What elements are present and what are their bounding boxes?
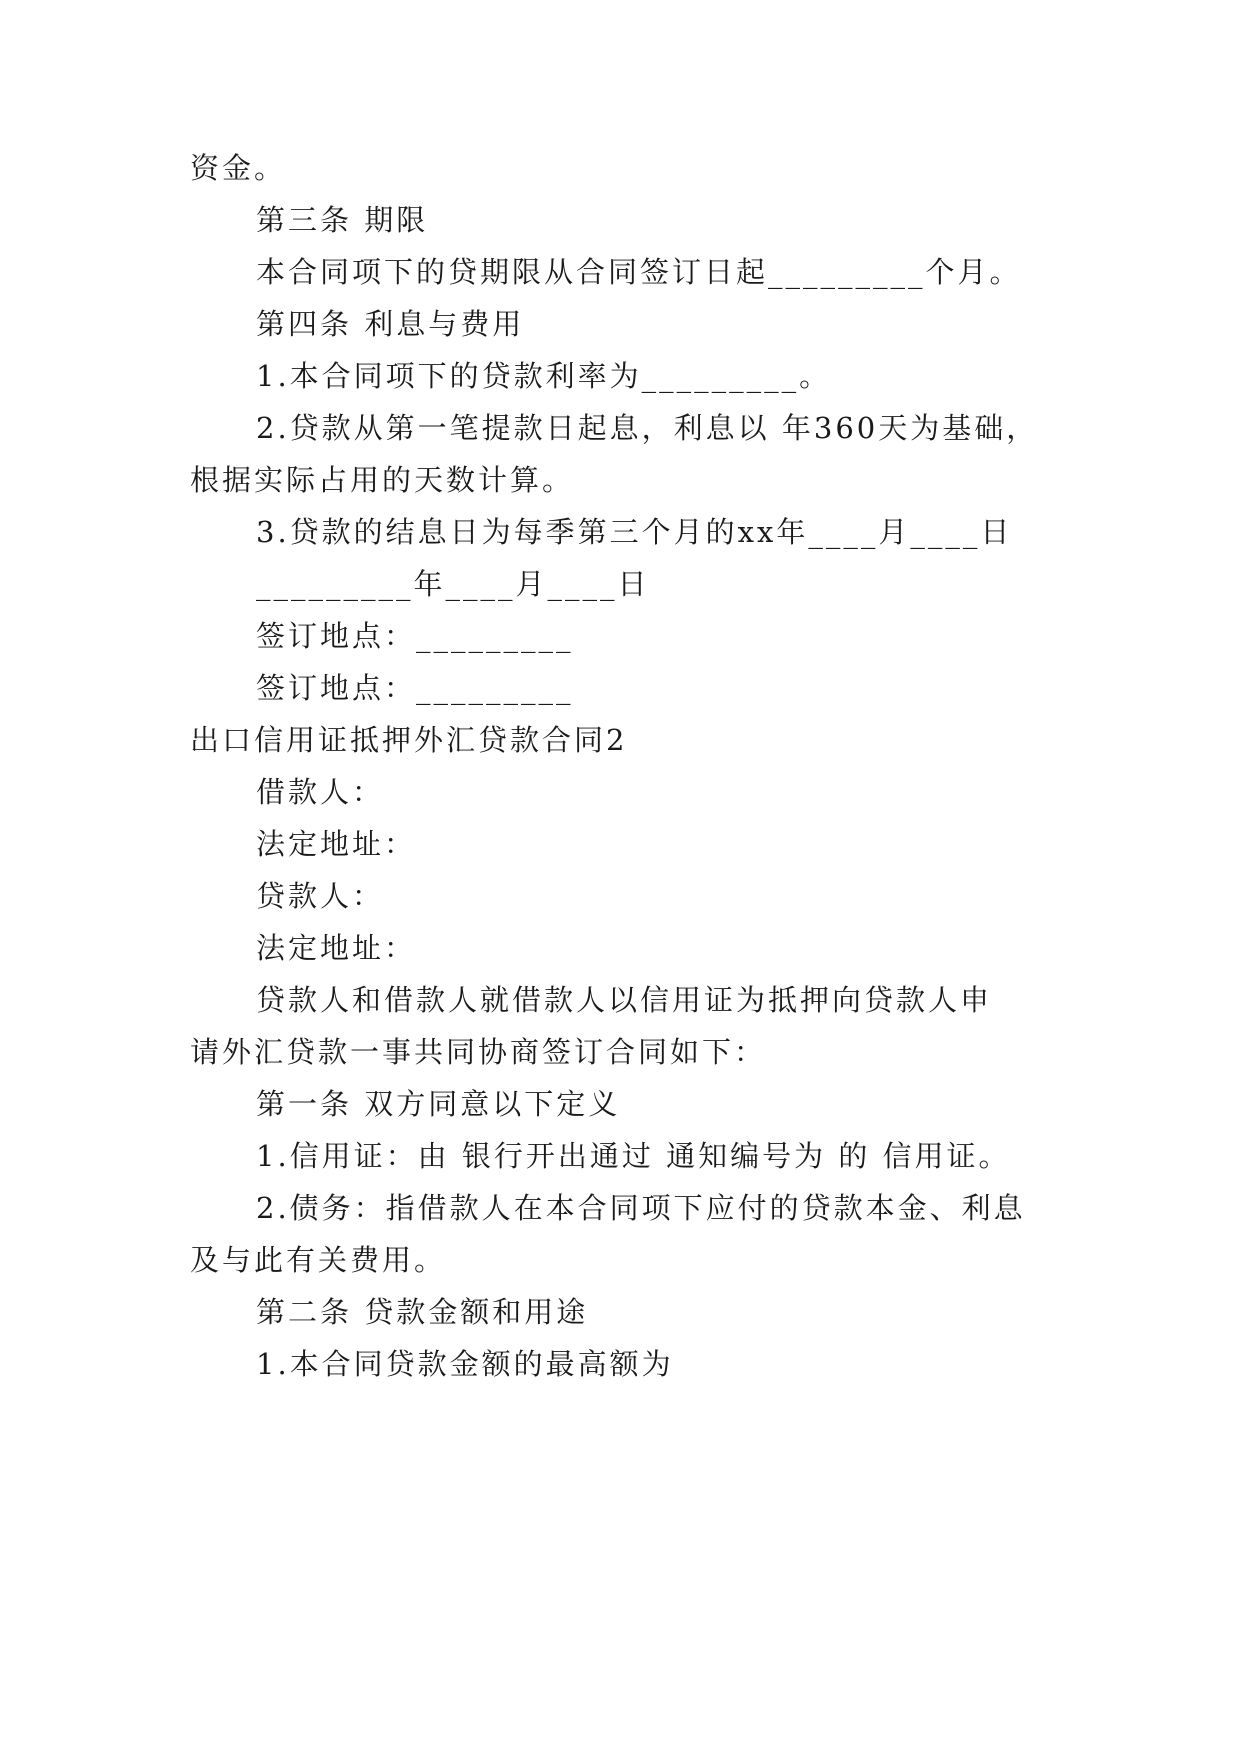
party-field: 借款人： (256, 775, 385, 809)
text-line: 及与此有关费用。 (190, 1243, 447, 1277)
party-field: 法定地址： (256, 827, 417, 861)
text-line: 1.信用证：由 银行开出通过 通知编号为 的 信用证。 (256, 1139, 1011, 1173)
article-heading: 第四条 利息与费用 (256, 307, 525, 341)
text-line: 贷款人和借款人就借款人以信用证为抵押向贷款人申 (256, 983, 993, 1017)
text-line: 2.债务：指借款人在本合同项下应付的贷款本金、利息 (256, 1191, 1026, 1225)
party-field: 贷款人： (256, 879, 385, 913)
text-line: 3.贷款的结息日为每季第三个月的xx年____月____日 (256, 515, 1013, 549)
signing-place-line: 签订地点：_________ (256, 619, 574, 653)
text-line: 请外汇贷款一事共同协商签订合同如下： (190, 1035, 767, 1069)
text-line: 本合同项下的贷期限从合同签订日起_________个月。 (256, 255, 1022, 289)
party-field: 法定地址： (256, 931, 417, 965)
article-heading: 第一条 双方同意以下定义 (256, 1087, 621, 1121)
article-heading: 第二条 贷款金额和用途 (256, 1295, 589, 1329)
signing-place-line: 签订地点：_________ (256, 671, 574, 705)
text-line: 2.贷款从第一笔提款日起息，利息以 年360天为基础， (256, 411, 1039, 445)
text-line: 根据实际占用的天数计算。 (190, 463, 575, 497)
text-line: 资金。 (190, 151, 287, 185)
text-line: 1.本合同项下的贷款利率为_________。 (256, 359, 832, 393)
article-heading: 第三条 期限 (256, 203, 429, 237)
contract-title: 出口信用证抵押外汇贷款合同2 (190, 723, 628, 757)
date-line: _________年____月____日 (256, 567, 650, 601)
text-line: 1.本合同贷款金额的最高额为 (256, 1347, 674, 1381)
